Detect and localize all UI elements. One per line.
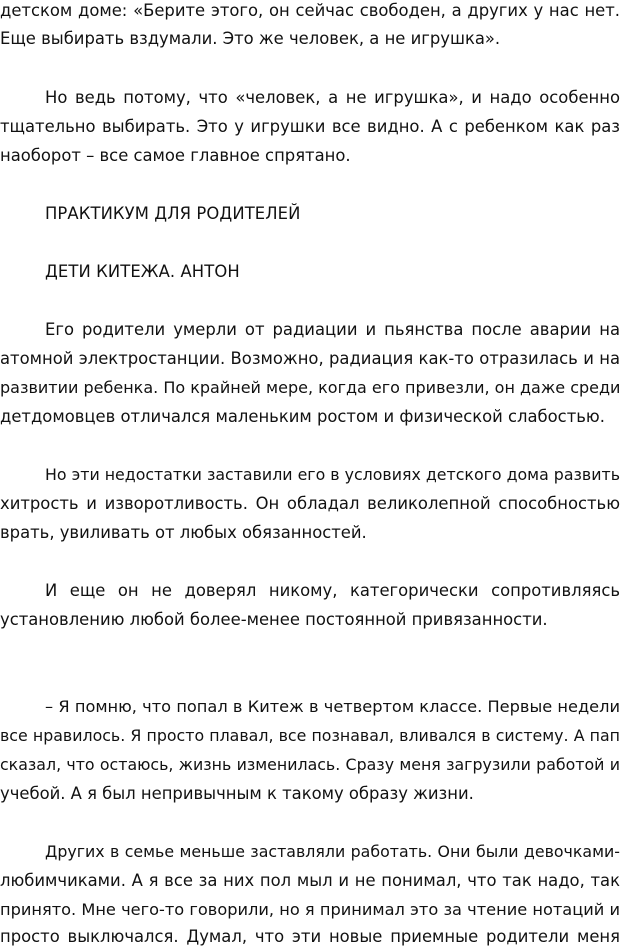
text-line-20: учебой. А я был непривычным к такому образу жизни. [0, 784, 474, 803]
text-line-5: наоборот – все самое главное спрятано. [0, 146, 351, 165]
text-line-24: просто выключался. Думал, что эти новые приемные родители меня [0, 927, 620, 946]
text-line-2: Еще выбирать вздумали. Это же человек, а не игрушка». [0, 29, 501, 48]
section-heading-practicum: ПРАКТИКУМ ДЛЯ РОДИТЕЛЕЙ [45, 204, 301, 223]
text-line-3: Но ведь потому, что «человек, а не игрушка», и надо особенно [45, 88, 620, 107]
text-line-16: установлению любой более-менее постоянной привязанности. [0, 610, 548, 629]
text-line-4: тщательно выбирать. Это у игрушки все видно. А с ребенком как раз [0, 117, 620, 136]
text-line-23: принято. Мне чего-то говорили, но я принимал это за чтение нотаций и [0, 900, 620, 919]
text-line-11: детдомовцев отличался маленьким ростом и физической слабостью. [0, 407, 605, 426]
text-line-18: все нравилось. Я просто плавал, все познавал, вливался в систему. А пап [0, 726, 620, 745]
text-line-15: И еще он не доверял никому, категорически сопротивляясь [45, 581, 620, 600]
text-line-17: – Я помню, что попал в Китеж в четвертом классе. Первые недели [45, 697, 620, 716]
text-line-21: Других в семье меньше заставляли работать. Они были девочками- [45, 842, 620, 861]
text-line-22: любимчиками. А я все за них пол мыл и не понимал, что так надо, так [0, 871, 620, 890]
text-line-10: развитии ребенка. По крайней мере, когда его привезли, он даже среди [0, 378, 620, 397]
text-line-19: сказал, что остаюсь, жизнь изменилась. Сразу меня загрузили работой и [0, 755, 620, 774]
section-heading-anton: ДЕТИ КИТЕЖА. АНТОН [45, 262, 240, 281]
text-line-8: Его родители умерли от радиации и пьянства после аварии на [45, 320, 620, 339]
text-line-14: врать, увиливать от любых обязанностей. [0, 523, 367, 542]
text-line-12: Но эти недостатки заставили его в условиях детского дома развить [45, 465, 620, 484]
text-line-9: атомной электростанции. Возможно, радиация как-то отразилась и на [0, 349, 620, 368]
text-line-1: детском доме: «Берите этого, он сейчас свободен, а других у нас нет. [0, 1, 620, 20]
text-line-13: хитрость и изворотливость. Он обладал великолепной способностью [0, 494, 620, 513]
